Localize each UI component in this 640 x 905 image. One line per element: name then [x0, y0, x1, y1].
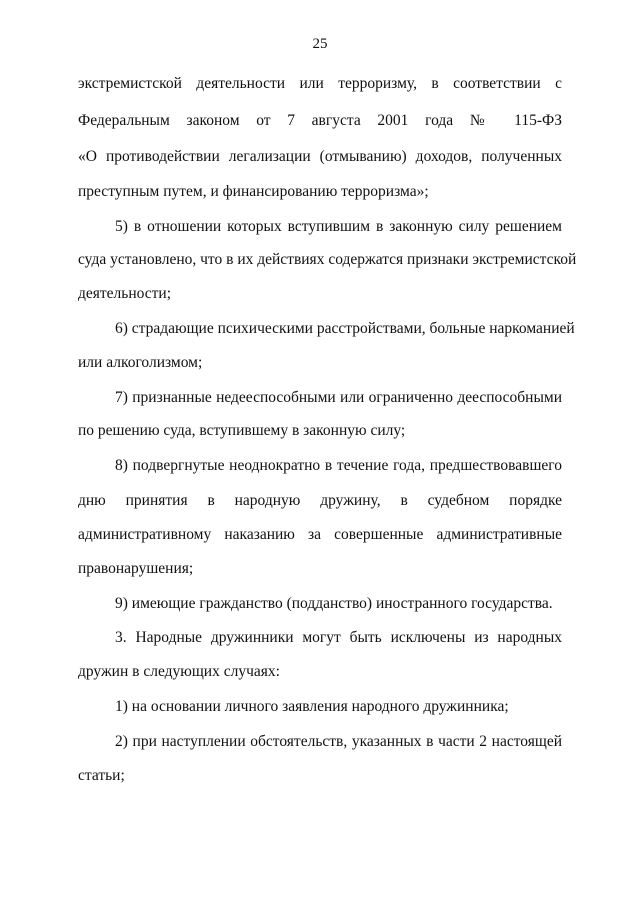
text-line: статьи; — [78, 767, 125, 784]
text-line: преступным путем, и финансированию терроризма»; — [78, 183, 429, 200]
text-line: 8) подвергнутые неоднократно в течение года, предшествовавшего — [115, 457, 562, 474]
text-line: дружин в следующих случаях: — [78, 663, 280, 680]
text-line: 7) признанные недееспособными или ограниченно дееспособными — [115, 389, 562, 406]
text-line: правонарушения; — [78, 560, 194, 577]
text-line: 6) страдающие психическими расстройствами, больные наркоманией — [115, 320, 575, 337]
text-line: по решению суда, вступившему в законную силу; — [78, 422, 406, 439]
text-line: Федеральным законом от 7 августа 2001 года № 115-ФЗ — [78, 112, 562, 129]
text-line: деятельности; — [78, 285, 172, 302]
text-line: 1) на основании личного заявления народного дружинника; — [115, 698, 509, 715]
text-line: экстремистской деятельности или терроризму, в соответствии с — [78, 75, 562, 92]
text-line: 3. Народные дружинники могут быть исключены из народных — [115, 629, 562, 646]
page-number: 25 — [312, 36, 328, 52]
text-line: административному наказанию за совершенные административные — [78, 526, 562, 543]
text-line: 5) в отношении которых вступившим в законную силу решением — [115, 218, 562, 235]
text-line: 9) имеющие гражданство (подданство) иностранного государства. — [115, 595, 553, 612]
text-line: дню принятия в народную дружину, в судебном порядке — [78, 492, 562, 509]
text-line: «О противодействии легализации (отмыванию) доходов, полученных — [78, 148, 562, 165]
text-line: суда установлено, что в их действиях содержатся признаки экстремистской — [78, 251, 577, 268]
text-line: или алкоголизмом; — [78, 354, 203, 371]
text-line: 2) при наступлении обстоятельств, указанных в части 2 настоящей — [115, 733, 562, 750]
